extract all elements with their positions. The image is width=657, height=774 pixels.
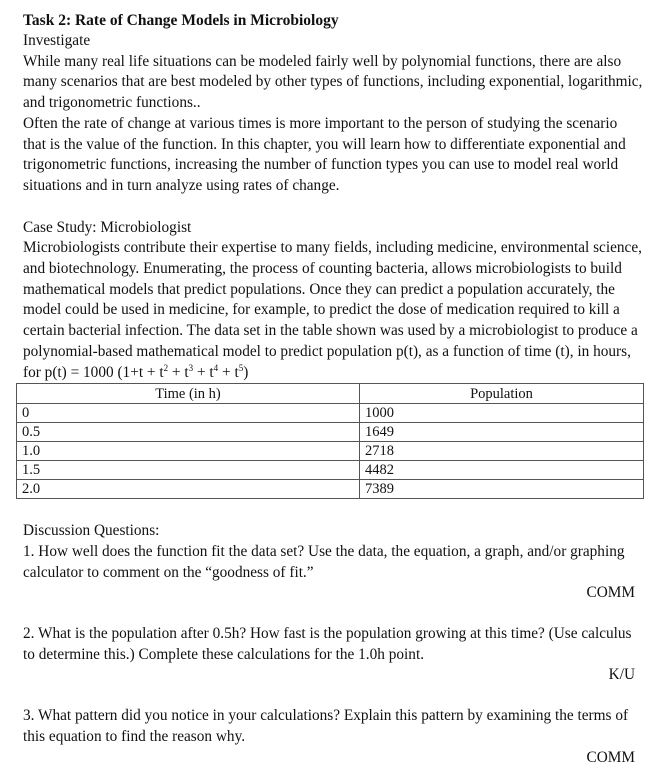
document-page bbox=[23, 10, 643, 768]
population-column-header: Population bbox=[360, 384, 644, 404]
case-study-text: Microbiologists contribute their expertise to many fields, including medicine, environmental science, and biotechnology. Enumerating, the process of counting bacteria, allows microbiologists to build mathematical models that predict populations. Once they can predict a population accurately, the model could be used in medicine, for example, to predict the dose of medication required to kill a certain bacterial infection. The data set in the table shown was used by a microbiologist to produce a polynomial-based mathematical model to predict population p(t), as a function of time (t), in hours, for bbox=[23, 239, 642, 381]
investigate-paragraph-1: While many real life situations can be modeled fairly well by polynomial functions, there are also many scenarios that are best modeled by other types of functions, including exponential, logarithmic, and trigonometric functions.. bbox=[23, 52, 643, 112]
time-cell: 0 bbox=[17, 404, 360, 423]
time-cell: 1.0 bbox=[17, 442, 360, 461]
table-row bbox=[17, 423, 644, 442]
case-study-paragraph bbox=[23, 238, 643, 383]
population-cell: 7389 bbox=[360, 480, 644, 499]
question-1-tag: COMM bbox=[586, 584, 635, 602]
question-2-tag: K/U bbox=[608, 666, 635, 684]
population-cell: 2718 bbox=[360, 442, 644, 461]
time-cell: 0.5 bbox=[17, 423, 360, 442]
table-header-row bbox=[17, 384, 644, 404]
table-row bbox=[17, 480, 644, 499]
population-cell: 1649 bbox=[360, 423, 644, 442]
question-3-tag: COMM bbox=[586, 748, 635, 766]
question-1: 1. How well does the function fit the data set? Use the data, the equation, a graph, and/or graphing calculator to comment on the “goodness of fit.” bbox=[23, 542, 625, 581]
table-row bbox=[17, 404, 644, 423]
discussion-heading: Discussion Questions: bbox=[23, 522, 160, 540]
population-cell: 1000 bbox=[360, 404, 644, 423]
population-table bbox=[16, 383, 644, 499]
population-cell: 4482 bbox=[360, 461, 644, 480]
time-cell: 1.5 bbox=[17, 461, 360, 480]
question-2: 2. What is the population after 0.5h? How fast is the population growing at this time? (Use calculus to determine this.) Complete these calculations for the 1.0h point. bbox=[23, 625, 632, 663]
time-column-header: Time (in h) bbox=[17, 384, 360, 404]
question-3: 3. What pattern did you notice in your calculations? Explain this pattern by examining the terms of this equation to find the reason why. bbox=[23, 707, 629, 745]
table-row bbox=[17, 461, 644, 480]
case-study-heading: Case Study: Microbiologist bbox=[23, 218, 192, 236]
investigate-paragraph-2: Often the rate of change at various times is more important to the person of studying the scenario that is the value of the function. In this chapter, you will learn how to differentiate exponential and trigonometric functions, increasing the number of function types you can use to model real world situations and in turn analyze using rates of change. bbox=[23, 114, 626, 194]
population-formula: p(t) = 1000 $(1+t + t^2 + t^3 + t^4 + t^5)$ bbox=[44, 362, 249, 381]
task-title: Task 2: Rate of Change Models in Microbiology bbox=[23, 12, 339, 29]
investigate-heading: Investigate bbox=[23, 32, 91, 49]
table-row bbox=[17, 442, 644, 461]
time-cell: 2.0 bbox=[17, 480, 360, 499]
